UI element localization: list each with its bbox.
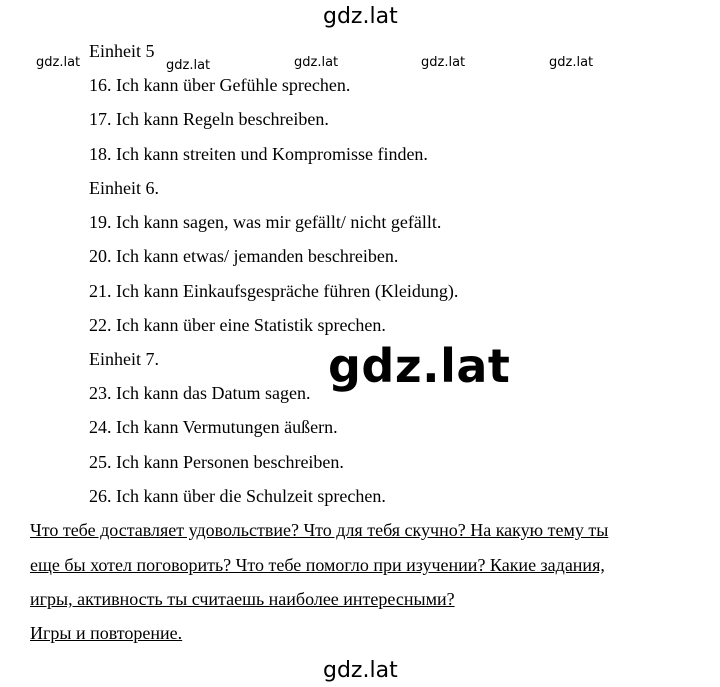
list-item: 17. Ich kann Regeln beschreiben.: [89, 109, 329, 129]
list-item: 25. Ich kann Personen beschreiben.: [89, 452, 344, 472]
watermark-bottom: gdz.lat: [323, 658, 398, 683]
watermark-small: gdz.lat: [549, 55, 594, 70]
unit-heading-5: Einheit 5: [89, 41, 155, 61]
list-item: 24. Ich kann Vermutungen äußern.: [89, 417, 338, 437]
watermark-small: gdz.lat: [294, 55, 339, 70]
unit-heading-7: Einheit 7.: [89, 349, 159, 369]
watermark-small: gdz.lat: [36, 55, 81, 70]
list-item: 18. Ich kann streiten und Kompromisse finden.: [89, 144, 428, 164]
question-line: еще бы хотел поговорить? Что тебе помогло при изучении? Какие задания,: [30, 555, 605, 575]
unit-heading-6: Einheit 6.: [89, 178, 159, 198]
list-item: 16. Ich kann über Gefühle sprechen.: [89, 75, 351, 95]
list-item: 26. Ich kann über die Schulzeit sprechen.: [89, 486, 386, 506]
watermark-center: gdz.lat: [328, 339, 511, 393]
list-item: 23. Ich kann das Datum sagen.: [89, 383, 311, 403]
list-item: 21. Ich kann Einkaufsgespräche führen (Kleidung).: [89, 281, 459, 301]
list-item: 20. Ich kann etwas/ jemanden beschreiben.: [89, 246, 399, 266]
answer-line: Игры и повторение.: [30, 623, 183, 643]
watermark-small: gdz.lat: [421, 55, 466, 70]
question-line: игры, активность ты считаешь наиболее интересными?: [30, 589, 455, 609]
watermark-top: gdz.lat: [323, 4, 398, 29]
watermark-small: gdz.lat: [166, 58, 211, 73]
list-item: 19. Ich kann sagen, was mir gefällt/ nicht gefällt.: [89, 212, 442, 232]
list-item: 22. Ich kann über eine Statistik sprechen.: [89, 315, 386, 335]
question-line: Что тебе доставляет удовольствие? Что для тебя скучно? На какую тему ты: [30, 520, 609, 540]
